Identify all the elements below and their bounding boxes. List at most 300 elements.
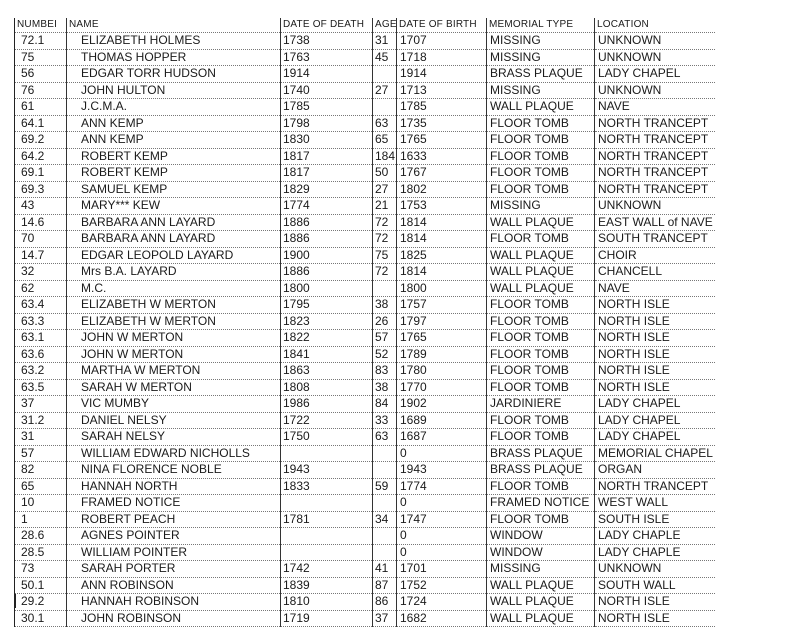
cell-location: NORTH ISLE xyxy=(595,346,715,363)
table-row xyxy=(15,115,715,132)
cell-name: Mrs B.A. LAYARD xyxy=(67,264,281,281)
cell-date-of-death: 1800 xyxy=(281,280,373,297)
cell-age: 184 xyxy=(373,148,397,165)
cell-name: JOHN W MERTON xyxy=(67,330,281,347)
cell-number: 64.1 xyxy=(15,115,67,132)
cell-age: 31 xyxy=(373,33,397,50)
cell-number: 14.6 xyxy=(15,214,67,231)
table-row xyxy=(15,214,715,231)
cell-number: 63.4 xyxy=(15,297,67,314)
cell-date-of-birth: 1687 xyxy=(397,429,487,446)
cell-number: 31 xyxy=(15,429,67,446)
cell-name: J.C.M.A. xyxy=(67,99,281,116)
cell-age: 86 xyxy=(373,594,397,611)
cell-memorial-type: MISSING xyxy=(487,561,595,578)
cell-age: 27 xyxy=(373,181,397,198)
cell-age: 41 xyxy=(373,561,397,578)
cell-number: 72.1 xyxy=(15,33,67,50)
cell-date-of-death xyxy=(281,544,373,561)
cell-memorial-type: FLOOR TOMB xyxy=(487,511,595,528)
cell-date-of-death: 1839 xyxy=(281,577,373,594)
memorial-table xyxy=(14,18,715,627)
table-row xyxy=(15,462,715,479)
cell-date-of-birth: 1814 xyxy=(397,264,487,281)
cell-age xyxy=(373,462,397,479)
cell-memorial-type: WALL PLAQUE xyxy=(487,610,595,627)
header-memorial-type: MEMORIAL TYPE xyxy=(487,18,595,33)
cell-date-of-death: 1886 xyxy=(281,264,373,281)
cell-number: 14.7 xyxy=(15,247,67,264)
cell-age: 72 xyxy=(373,264,397,281)
cell-date-of-birth: 1825 xyxy=(397,247,487,264)
cell-date-of-birth: 1724 xyxy=(397,594,487,611)
cell-date-of-death: 1822 xyxy=(281,330,373,347)
cell-age xyxy=(373,495,397,512)
cell-number: 73 xyxy=(15,561,67,578)
cell-number: 75 xyxy=(15,49,67,66)
cell-date-of-birth: 1767 xyxy=(397,165,487,182)
cell-date-of-death: 1738 xyxy=(281,33,373,50)
cell-location: NAVE xyxy=(595,280,715,297)
cell-number: 63.2 xyxy=(15,363,67,380)
cell-name: ANN KEMP xyxy=(67,132,281,149)
left-rule-tail xyxy=(14,594,16,608)
cell-age xyxy=(373,544,397,561)
cell-number: 56 xyxy=(15,66,67,83)
cell-number: 82 xyxy=(15,462,67,479)
cell-location: NORTH TRANCEPT xyxy=(595,132,715,149)
cell-date-of-death: 1886 xyxy=(281,231,373,248)
cell-date-of-death: 1810 xyxy=(281,594,373,611)
cell-name: JOHN W MERTON xyxy=(67,346,281,363)
cell-age: 52 xyxy=(373,346,397,363)
cell-location: ORGAN xyxy=(595,462,715,479)
cell-date-of-death: 1798 xyxy=(281,115,373,132)
cell-location: EAST WALL of NAVE xyxy=(595,214,715,231)
cell-date-of-death: 1795 xyxy=(281,297,373,314)
cell-name: SARAH NELSY xyxy=(67,429,281,446)
cell-location: SOUTH WALL xyxy=(595,577,715,594)
cell-age xyxy=(373,445,397,462)
cell-memorial-type: BRASS PLAQUE xyxy=(487,462,595,479)
cell-age xyxy=(373,66,397,83)
cell-name: ROBERT PEACH xyxy=(67,511,281,528)
cell-location: NORTH ISLE xyxy=(595,297,715,314)
table-row xyxy=(15,313,715,330)
cell-number: 10 xyxy=(15,495,67,512)
cell-memorial-type: FLOOR TOMB xyxy=(487,132,595,149)
table-row xyxy=(15,148,715,165)
cell-location: NORTH ISLE xyxy=(595,330,715,347)
cell-date-of-birth: 1713 xyxy=(397,82,487,99)
cell-date-of-birth: 1780 xyxy=(397,363,487,380)
cell-date-of-death: 1986 xyxy=(281,396,373,413)
cell-name: ELIZABETH W MERTON xyxy=(67,297,281,314)
cell-memorial-type: JARDINIERE xyxy=(487,396,595,413)
cell-location: LADY CHAPEL xyxy=(595,66,715,83)
cell-age: 38 xyxy=(373,297,397,314)
memorial-register-sheet xyxy=(14,18,714,627)
cell-date-of-birth: 0 xyxy=(397,544,487,561)
cell-memorial-type: WINDOW xyxy=(487,528,595,545)
cell-date-of-death: 1808 xyxy=(281,379,373,396)
cell-date-of-birth: 1765 xyxy=(397,132,487,149)
cell-name: BARBARA ANN LAYARD xyxy=(67,214,281,231)
cell-age: 38 xyxy=(373,379,397,396)
table-row xyxy=(15,396,715,413)
cell-location: NORTH TRANCEPT xyxy=(595,165,715,182)
table-row xyxy=(15,165,715,182)
table-row xyxy=(15,280,715,297)
cell-memorial-type: WALL PLAQUE xyxy=(487,577,595,594)
cell-date-of-death: 1886 xyxy=(281,214,373,231)
cell-location: UNKNOWN xyxy=(595,198,715,215)
cell-date-of-birth: 1752 xyxy=(397,577,487,594)
cell-number: 69.1 xyxy=(15,165,67,182)
cell-location: UNKNOWN xyxy=(595,561,715,578)
cell-age: 84 xyxy=(373,396,397,413)
cell-name: ANN KEMP xyxy=(67,115,281,132)
cell-date-of-death: 1742 xyxy=(281,561,373,578)
cell-name: BARBARA ANN LAYARD xyxy=(67,231,281,248)
header-date-of-death: DATE OF DEATH xyxy=(281,18,373,33)
cell-date-of-birth: 1789 xyxy=(397,346,487,363)
cell-date-of-death: 1900 xyxy=(281,247,373,264)
table-row xyxy=(15,478,715,495)
cell-name: ANN ROBINSON xyxy=(67,577,281,594)
table-row xyxy=(15,429,715,446)
cell-name: WILLIAM POINTER xyxy=(67,544,281,561)
cell-name: ROBERT KEMP xyxy=(67,148,281,165)
cell-number: 63.6 xyxy=(15,346,67,363)
cell-location: WEST WALL xyxy=(595,495,715,512)
cell-location: SOUTH TRANCEPT xyxy=(595,231,715,248)
cell-location: UNKNOWN xyxy=(595,82,715,99)
cell-name: DANIEL NELSY xyxy=(67,412,281,429)
table-row xyxy=(15,264,715,281)
cell-number: 69.3 xyxy=(15,181,67,198)
table-row xyxy=(15,330,715,347)
cell-memorial-type: FLOOR TOMB xyxy=(487,231,595,248)
cell-date-of-birth: 0 xyxy=(397,495,487,512)
table-row xyxy=(15,379,715,396)
cell-age: 75 xyxy=(373,247,397,264)
cell-location: MEMORIAL CHAPEL xyxy=(595,445,715,462)
cell-age: 83 xyxy=(373,363,397,380)
cell-date-of-birth: 1718 xyxy=(397,49,487,66)
cell-location: LADY CHAPLE xyxy=(595,544,715,561)
cell-number: 29.2 xyxy=(15,594,67,611)
cell-location: NORTH ISLE xyxy=(595,313,715,330)
cell-age: 57 xyxy=(373,330,397,347)
cell-number: 63.1 xyxy=(15,330,67,347)
cell-date-of-death: 1722 xyxy=(281,412,373,429)
cell-name: FRAMED NOTICE xyxy=(67,495,281,512)
table-row xyxy=(15,610,715,627)
cell-date-of-birth: 1757 xyxy=(397,297,487,314)
cell-memorial-type: FLOOR TOMB xyxy=(487,115,595,132)
cell-location: NORTH TRANCEPT xyxy=(595,181,715,198)
cell-number: 69.2 xyxy=(15,132,67,149)
cell-memorial-type: FLOOR TOMB xyxy=(487,148,595,165)
table-row xyxy=(15,297,715,314)
table-row xyxy=(15,231,715,248)
cell-date-of-death xyxy=(281,528,373,545)
cell-number: 50.1 xyxy=(15,577,67,594)
cell-memorial-type: FLOOR TOMB xyxy=(487,297,595,314)
table-row xyxy=(15,99,715,116)
cell-date-of-birth: 1814 xyxy=(397,214,487,231)
cell-name: EDGAR TORR HUDSON xyxy=(67,66,281,83)
cell-date-of-birth: 1735 xyxy=(397,115,487,132)
cell-number: 63.3 xyxy=(15,313,67,330)
cell-memorial-type: FLOOR TOMB xyxy=(487,313,595,330)
cell-date-of-death: 1781 xyxy=(281,511,373,528)
cell-date-of-birth: 1902 xyxy=(397,396,487,413)
cell-name: HANNAH ROBINSON xyxy=(67,594,281,611)
cell-location: SOUTH ISLE xyxy=(595,511,715,528)
cell-name: M.C. xyxy=(67,280,281,297)
table-row xyxy=(15,577,715,594)
cell-date-of-birth: 1689 xyxy=(397,412,487,429)
cell-number: 61 xyxy=(15,99,67,116)
table-row xyxy=(15,445,715,462)
cell-date-of-death: 1719 xyxy=(281,610,373,627)
cell-memorial-type: WALL PLAQUE xyxy=(487,594,595,611)
cell-date-of-death xyxy=(281,495,373,512)
cell-name: HANNAH NORTH xyxy=(67,478,281,495)
cell-age: 87 xyxy=(373,577,397,594)
cell-age xyxy=(373,280,397,297)
cell-date-of-death: 1863 xyxy=(281,363,373,380)
cell-date-of-birth: 0 xyxy=(397,445,487,462)
cell-memorial-type: FLOOR TOMB xyxy=(487,429,595,446)
cell-age: 21 xyxy=(373,198,397,215)
cell-date-of-death: 1833 xyxy=(281,478,373,495)
table-body xyxy=(15,33,715,627)
cell-date-of-death: 1817 xyxy=(281,165,373,182)
cell-date-of-birth: 1707 xyxy=(397,33,487,50)
cell-date-of-death: 1740 xyxy=(281,82,373,99)
cell-date-of-birth: 1765 xyxy=(397,330,487,347)
header-number: NUMBEI xyxy=(15,18,67,33)
cell-location: LADY CHAPEL xyxy=(595,396,715,413)
cell-age: 63 xyxy=(373,429,397,446)
cell-memorial-type: FLOOR TOMB xyxy=(487,478,595,495)
cell-memorial-type: MISSING xyxy=(487,82,595,99)
cell-age: 50 xyxy=(373,165,397,182)
table-row xyxy=(15,346,715,363)
cell-memorial-type: BRASS PLAQUE xyxy=(487,66,595,83)
cell-date-of-death: 1841 xyxy=(281,346,373,363)
cell-location: NAVE xyxy=(595,99,715,116)
cell-number: 57 xyxy=(15,445,67,462)
cell-name: NINA FLORENCE NOBLE xyxy=(67,462,281,479)
cell-date-of-birth: 1797 xyxy=(397,313,487,330)
cell-age: 27 xyxy=(373,82,397,99)
cell-age xyxy=(373,99,397,116)
cell-memorial-type: BRASS PLAQUE xyxy=(487,445,595,462)
cell-memorial-type: FLOOR TOMB xyxy=(487,346,595,363)
cell-number: 63.5 xyxy=(15,379,67,396)
cell-name: SAMUEL KEMP xyxy=(67,181,281,198)
table-row xyxy=(15,544,715,561)
cell-date-of-birth: 1774 xyxy=(397,478,487,495)
table-row xyxy=(15,33,715,50)
cell-date-of-birth: 1770 xyxy=(397,379,487,396)
cell-location: NORTH ISLE xyxy=(595,610,715,627)
cell-location: CHOIR xyxy=(595,247,715,264)
cell-memorial-type: WALL PLAQUE xyxy=(487,280,595,297)
cell-date-of-death: 1817 xyxy=(281,148,373,165)
cell-date-of-death: 1914 xyxy=(281,66,373,83)
cell-date-of-birth: 1785 xyxy=(397,99,487,116)
cell-date-of-birth: 1682 xyxy=(397,610,487,627)
table-header xyxy=(15,18,715,33)
cell-location: LADY CHAPLE xyxy=(595,528,715,545)
cell-date-of-birth: 0 xyxy=(397,528,487,545)
cell-age: 72 xyxy=(373,214,397,231)
cell-location: NORTH TRANCEPT xyxy=(595,148,715,165)
cell-date-of-death: 1774 xyxy=(281,198,373,215)
table-row xyxy=(15,49,715,66)
cell-number: 32 xyxy=(15,264,67,281)
cell-name: ELIZABETH W MERTON xyxy=(67,313,281,330)
cell-date-of-birth: 1800 xyxy=(397,280,487,297)
cell-number: 28.6 xyxy=(15,528,67,545)
cell-location: UNKNOWN xyxy=(595,49,715,66)
cell-location: CHANCELL xyxy=(595,264,715,281)
cell-date-of-birth: 1753 xyxy=(397,198,487,215)
cell-name: WILLIAM EDWARD NICHOLLS xyxy=(67,445,281,462)
cell-location: NORTH TRANCEPT xyxy=(595,478,715,495)
cell-memorial-type: FLOOR TOMB xyxy=(487,165,595,182)
cell-age: 72 xyxy=(373,231,397,248)
cell-date-of-death: 1943 xyxy=(281,462,373,479)
header-age: AGE xyxy=(373,18,397,33)
cell-memorial-type: WALL PLAQUE xyxy=(487,247,595,264)
cell-date-of-birth: 1943 xyxy=(397,462,487,479)
cell-name: MARTHA W MERTON xyxy=(67,363,281,380)
cell-date-of-death: 1823 xyxy=(281,313,373,330)
cell-age: 59 xyxy=(373,478,397,495)
cell-date-of-death: 1763 xyxy=(281,49,373,66)
cell-name: AGNES POINTER xyxy=(67,528,281,545)
table-row xyxy=(15,412,715,429)
header-row xyxy=(15,18,715,33)
cell-date-of-birth: 1914 xyxy=(397,66,487,83)
cell-date-of-birth: 1802 xyxy=(397,181,487,198)
cell-number: 28.5 xyxy=(15,544,67,561)
table-row xyxy=(15,363,715,380)
table-row xyxy=(15,528,715,545)
table-row xyxy=(15,561,715,578)
cell-age: 65 xyxy=(373,132,397,149)
cell-name: ELIZABETH HOLMES xyxy=(67,33,281,50)
cell-memorial-type: WALL PLAQUE xyxy=(487,264,595,281)
cell-date-of-birth: 1633 xyxy=(397,148,487,165)
cell-number: 62 xyxy=(15,280,67,297)
cell-name: THOMAS HOPPER xyxy=(67,49,281,66)
cell-memorial-type: MISSING xyxy=(487,33,595,50)
cell-memorial-type: FLOOR TOMB xyxy=(487,379,595,396)
cell-name: EDGAR LEOPOLD LAYARD xyxy=(67,247,281,264)
cell-date-of-death: 1750 xyxy=(281,429,373,446)
cell-age: 45 xyxy=(373,49,397,66)
cell-name: SARAH W MERTON xyxy=(67,379,281,396)
cell-memorial-type: FLOOR TOMB xyxy=(487,363,595,380)
cell-memorial-type: MISSING xyxy=(487,49,595,66)
cell-number: 70 xyxy=(15,231,67,248)
cell-memorial-type: FLOOR TOMB xyxy=(487,412,595,429)
cell-number: 65 xyxy=(15,478,67,495)
cell-location: LADY CHAPEL xyxy=(595,429,715,446)
cell-memorial-type: FLOOR TOMB xyxy=(487,330,595,347)
header-date-of-birth: DATE OF BIRTH xyxy=(397,18,487,33)
cell-date-of-birth: 1747 xyxy=(397,511,487,528)
cell-age: 33 xyxy=(373,412,397,429)
cell-memorial-type: FLOOR TOMB xyxy=(487,181,595,198)
cell-memorial-type: WALL PLAQUE xyxy=(487,99,595,116)
header-name: NAME xyxy=(67,18,281,33)
cell-memorial-type: WINDOW xyxy=(487,544,595,561)
cell-location: NORTH TRANCEPT xyxy=(595,115,715,132)
cell-location: NORTH ISLE xyxy=(595,363,715,380)
table-row xyxy=(15,198,715,215)
cell-date-of-death: 1830 xyxy=(281,132,373,149)
cell-name: JOHN ROBINSON xyxy=(67,610,281,627)
table-row xyxy=(15,511,715,528)
table-row xyxy=(15,181,715,198)
header-location: LOCATION xyxy=(595,18,715,33)
cell-number: 30.1 xyxy=(15,610,67,627)
cell-age: 26 xyxy=(373,313,397,330)
cell-location: UNKNOWN xyxy=(595,33,715,50)
cell-memorial-type: FRAMED NOTICE xyxy=(487,495,595,512)
cell-name: JOHN HULTON xyxy=(67,82,281,99)
table-row xyxy=(15,247,715,264)
cell-date-of-death: 1829 xyxy=(281,181,373,198)
cell-date-of-birth: 1701 xyxy=(397,561,487,578)
cell-name: VIC MUMBY xyxy=(67,396,281,413)
cell-number: 37 xyxy=(15,396,67,413)
cell-location: NORTH ISLE xyxy=(595,594,715,611)
cell-age: 34 xyxy=(373,511,397,528)
cell-date-of-birth: 1814 xyxy=(397,231,487,248)
cell-age xyxy=(373,528,397,545)
table-row xyxy=(15,132,715,149)
table-row xyxy=(15,66,715,83)
cell-name: SARAH PORTER xyxy=(67,561,281,578)
cell-date-of-death xyxy=(281,445,373,462)
table-row xyxy=(15,594,715,611)
cell-name: MARY*** KEW xyxy=(67,198,281,215)
cell-number: 43 xyxy=(15,198,67,215)
cell-age: 63 xyxy=(373,115,397,132)
cell-memorial-type: WALL PLAQUE xyxy=(487,214,595,231)
cell-name: ROBERT KEMP xyxy=(67,165,281,182)
cell-memorial-type: MISSING xyxy=(487,198,595,215)
cell-date-of-death: 1785 xyxy=(281,99,373,116)
cell-number: 31.2 xyxy=(15,412,67,429)
cell-number: 1 xyxy=(15,511,67,528)
cell-age: 37 xyxy=(373,610,397,627)
cell-location: LADY CHAPEL xyxy=(595,412,715,429)
table-row xyxy=(15,82,715,99)
cell-number: 64.2 xyxy=(15,148,67,165)
table-row xyxy=(15,495,715,512)
cell-number: 76 xyxy=(15,82,67,99)
